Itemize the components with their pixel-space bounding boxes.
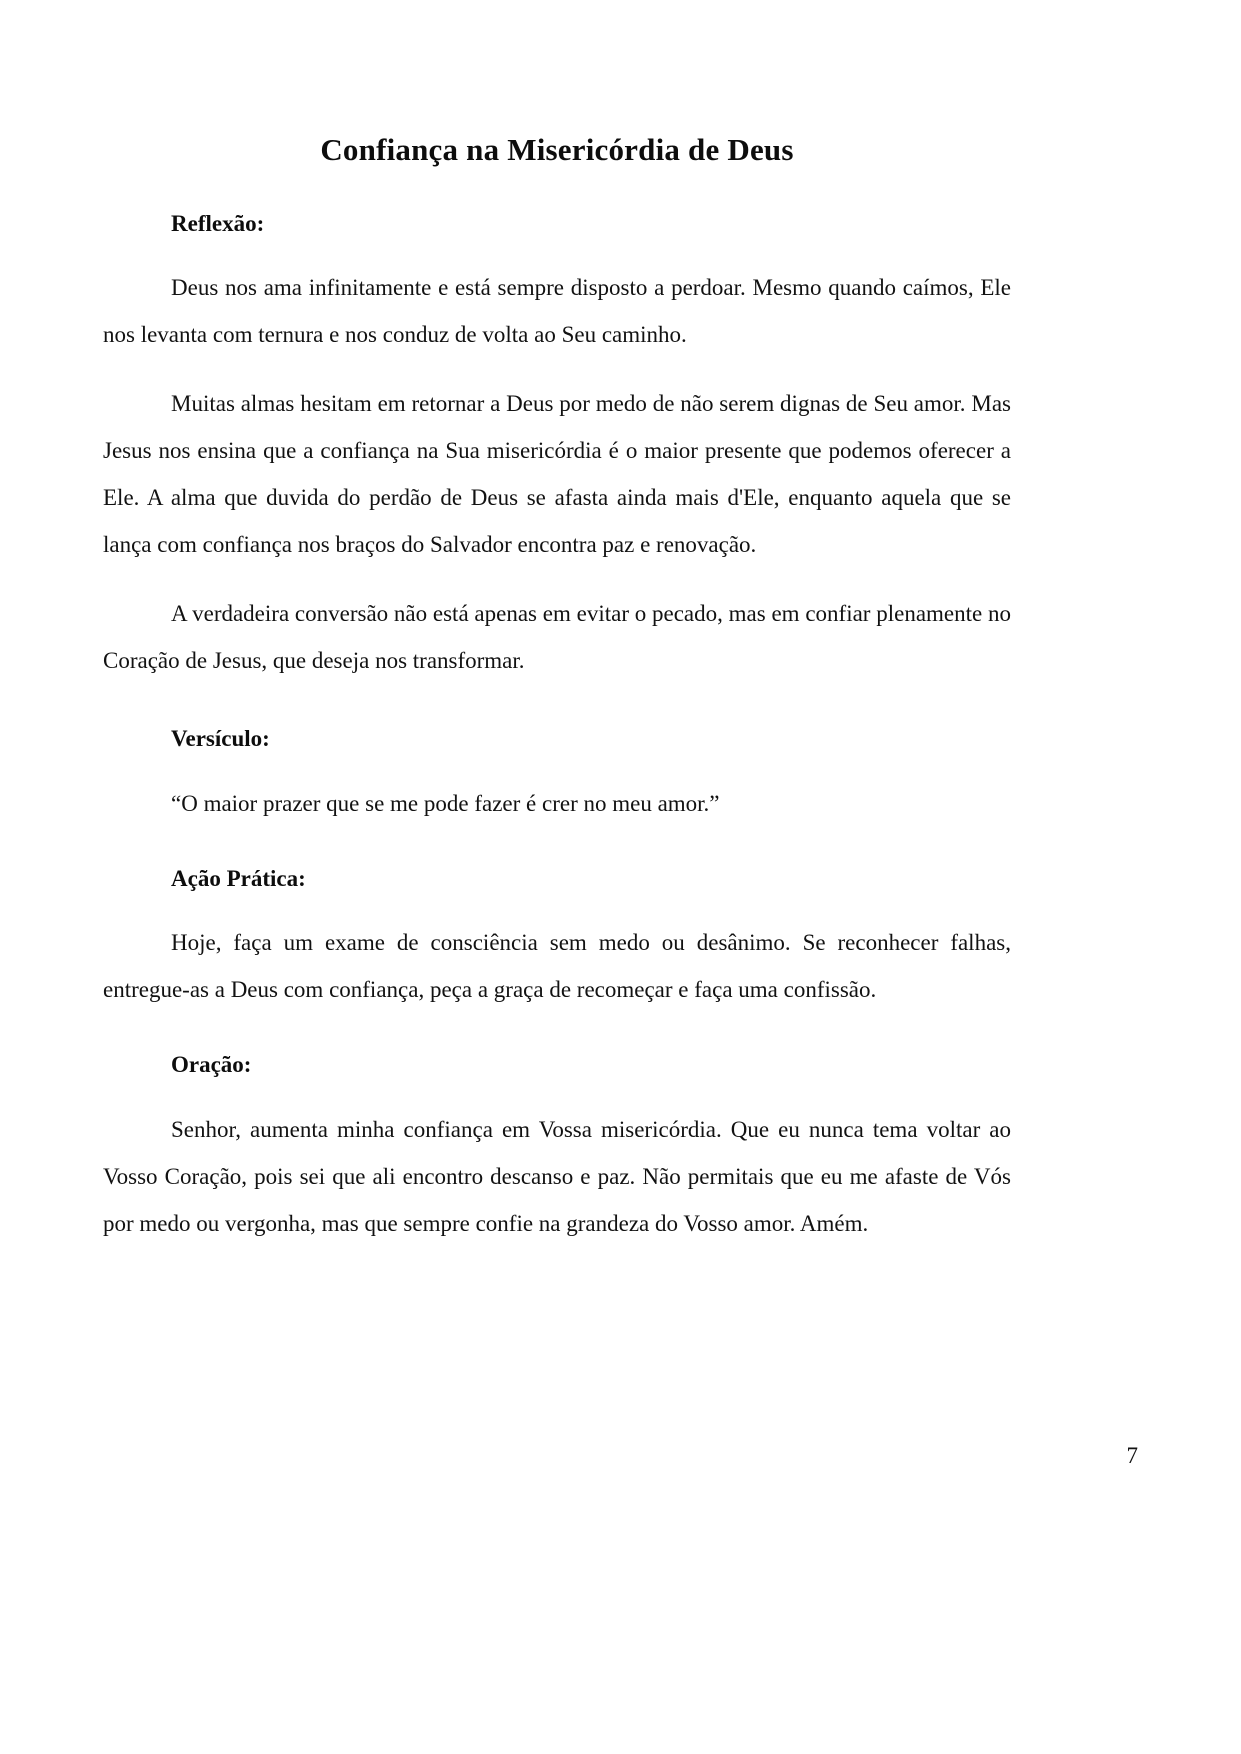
paragraph-oracao-1: Senhor, aumenta minha confiança em Vossa misericórdia. Que eu nunca tema voltar ao Vosso Coração, pois sei que ali encontro descanso e paz. Não permitais que eu me afaste de Vós por medo ou vergonha, mas que sempre confie na grandeza do Vosso amor. Amém. [103, 1116, 1011, 1236]
page-content [103, 0, 1011, 1247]
page-number: 7 [1126, 1443, 1138, 1468]
section-heading-oracao: Oração: [171, 1052, 252, 1078]
paragraph-acao-pratica-1: Hoje, faça um exame de consciência sem medo ou desânimo. Se reconhecer falhas, entregue-as a Deus com confiança, peça a graça de recomeçar e faça uma confissão. [103, 930, 1011, 1003]
versiculo-quote: “O maior prazer que se me pode fazer é crer no meu amor.” [171, 790, 720, 816]
section-heading-reflexao: Reflexão: [171, 210, 265, 236]
paragraph-reflexao-3: A verdadeira conversão não está apenas em evitar o pecado, mas em confiar plenamente no Coração de Jesus, que deseja nos transformar. [103, 601, 1011, 674]
section-heading-versiculo: Versículo: [171, 726, 270, 752]
paragraph-reflexao-2: Muitas almas hesitam em retornar a Deus por medo de não serem dignas de Seu amor. Mas Jesus nos ensina que a confiança na Sua misericórdia é o maior presente que podemos oferecer a Ele. A alma que duvida do perdão de Deus se afasta ainda mais d'Ele, enquanto aquela que se lança com confiança nos braços do Salvador encontra paz e renovação. [103, 391, 1011, 558]
section-heading-acao-pratica: Ação Prática: [171, 865, 306, 891]
paragraph-reflexao-1: Deus nos ama infinitamente e está sempre disposto a perdoar. Mesmo quando caímos, Ele nos levanta com ternura e nos conduz de volta ao Seu caminho. [103, 275, 1011, 348]
page-title: Confiança na Misericórdia de Deus [320, 132, 794, 167]
